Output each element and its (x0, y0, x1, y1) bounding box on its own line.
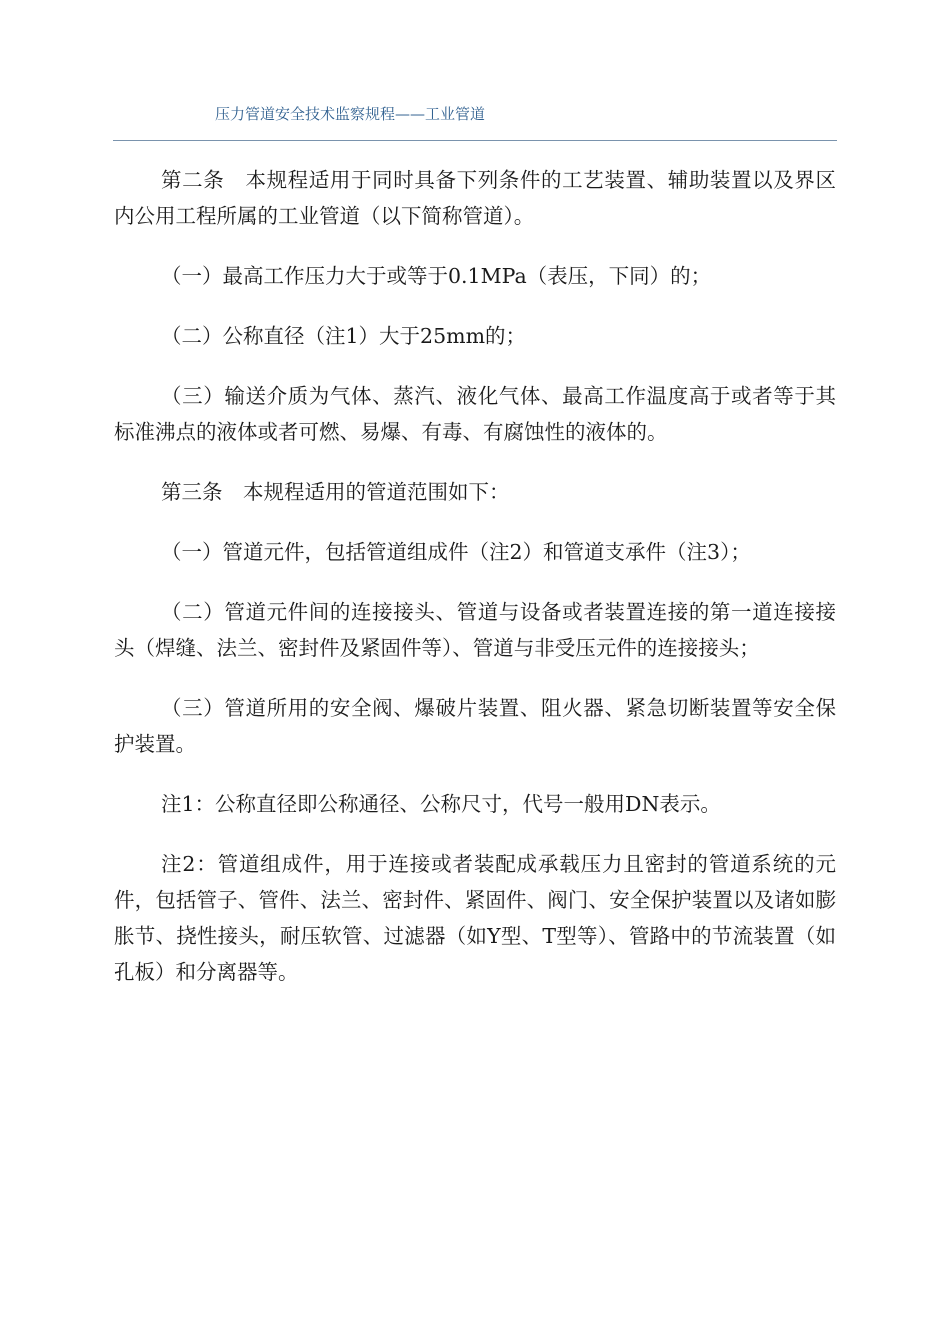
document-body (114, 162, 836, 1014)
page-header-title: 压力管道安全技术监察规程——工业管道 (215, 105, 486, 123)
article-3-item-1: （一）管道元件，包括管道组成件（注2）和管道支承件（注3）； (161, 540, 751, 564)
article-2-item-2: （二）公称直径（注1）大于25mm的； (161, 324, 527, 348)
article-3-item-2: （二）管道元件间的连接接头、管道与设备或者装置连接的第一道连接接头（焊缝、法兰、密封件及紧固件等）、管道与非受压元件的连接接头； (114, 600, 836, 660)
header-divider (113, 140, 837, 141)
article-2-paragraph: 第二条 本规程适用于同时具备下列条件的工艺装置、辅助装置以及界区内公用工程所属的工业管道（以下简称管道）。 (114, 168, 836, 228)
article-3-paragraph: 第三条 本规程适用的管道范围如下： (161, 480, 510, 504)
note-1: 注1：公称直径即公称通径、公称尺寸，代号一般用DN表示。 (161, 792, 721, 816)
article-3-item-3: （三）管道所用的安全阀、爆破片装置、阻火器、紧急切断装置等安全保护装置。 (114, 696, 836, 756)
article-2-item-1: （一）最高工作压力大于或等于0.1MPa（表压，下同）的； (161, 264, 712, 288)
note-2: 注2：管道组成件，用于连接或者装配成承载压力且密封的管道系统的元件，包括管子、管件、法兰、密封件、紧固件、阀门、安全保护装置以及诸如膨胀节、挠性接头，耐压软管、过滤器（如Y型、T型等）、管路中的节流装置（如孔板）和分离器等。 (114, 852, 836, 984)
article-2-item-3: （三）输送介质为气体、蒸汽、液化气体、最高工作温度高于或者等于其标准沸点的液体或者可燃、易爆、有毒、有腐蚀性的液体的。 (114, 384, 836, 444)
